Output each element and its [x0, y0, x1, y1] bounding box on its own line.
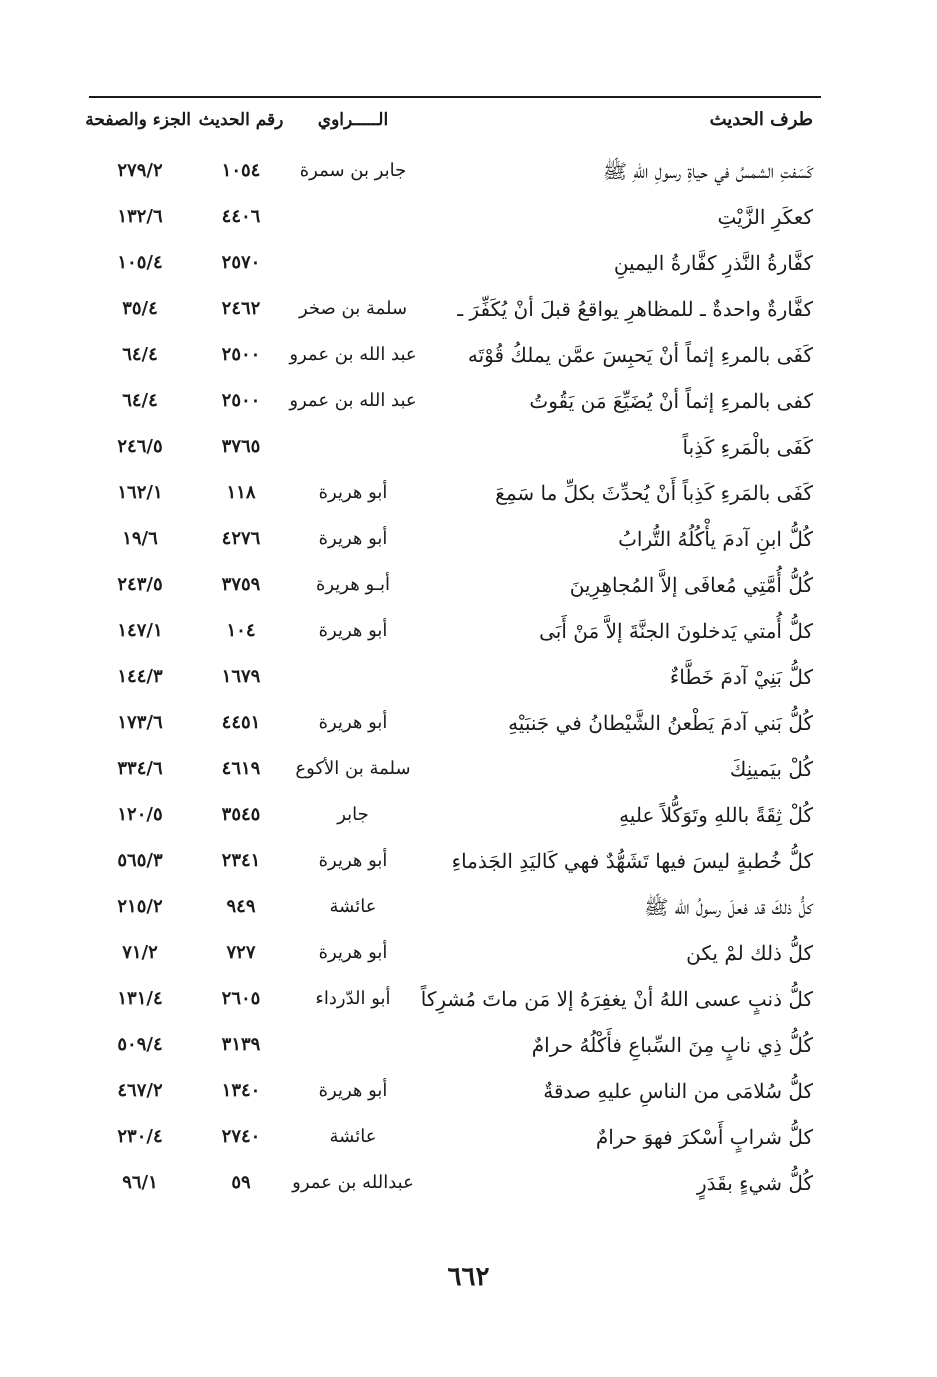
- volume-page: ٢١٥/٢: [117, 896, 163, 917]
- narrator: أبو هريرة: [318, 942, 388, 963]
- volume-page: ٦٤/٤: [122, 344, 158, 365]
- hadith-text: كَسَفتِ الشمسُ في حياةِ رسولِ اللهِ ﷺ: [602, 159, 813, 183]
- hadith-number: ٣١٣٩: [221, 1034, 261, 1055]
- hadith-text: كلُّ بَنِيْ آدمَ خَطَّاءٌ: [669, 665, 813, 689]
- table-row: [89, 378, 821, 424]
- hadith-text: كلُّ ذلك لمْ يكن: [686, 941, 813, 965]
- hadith-number: ١٠٤: [226, 620, 256, 641]
- hadith-number: ٢٥٠٠: [221, 390, 261, 411]
- volume-page: ٢٤٣/٥: [117, 574, 163, 595]
- table-row: [89, 608, 821, 654]
- narrator: أبو هريرة: [318, 1080, 388, 1101]
- hadith-text: كلُّ أُمتي يَدخلونَ الجنَّةَ إلاَّ مَنْ أَبَى: [539, 619, 813, 643]
- hadith-number: ٣٧٥٩: [221, 574, 261, 595]
- hadith-text: كُلُّ شيءٍ بقَدَرٍ: [696, 1171, 813, 1195]
- hadith-text: كلُّ خُطبةٍ ليسَ فيها تَشَهُّدٌ فهي كَاليَدِ الجَذماءِ: [451, 849, 813, 873]
- hadith-text: كُلْ ثِقَةً باللهِ وتَوَكُّلاً عليهِ: [619, 803, 813, 827]
- table-row: [89, 240, 821, 286]
- hadith-text: كُلُّ ذِي نابٍ مِنَ السِّباعِ فأَكْلُهُ حرامٌ: [531, 1033, 813, 1057]
- hadith-text: كلُّ شرابٍ أَسْكرَ فهوَ حرامٌ: [595, 1125, 813, 1149]
- narrator: أبو هريرة: [318, 712, 388, 733]
- hadith-number: ٤٤٠٦: [221, 206, 261, 227]
- hadith-number: ١٦٧٩: [221, 666, 261, 687]
- volume-page: ٢٣٠/٤: [117, 1126, 163, 1147]
- hadith-text: كلُّ سُلامَى من الناسِ عليهِ صدقةٌ: [543, 1079, 813, 1103]
- narrator: أبو هريرة: [318, 850, 388, 871]
- volume-page: ١٣١/٤: [117, 988, 163, 1009]
- hadith-number: ٢٦٠٥: [221, 988, 261, 1009]
- hadith-text: كَفَى بالمرءِ إثماً أنْ يَحبِسَ عمَّن يملكُ قُوْتَه: [467, 343, 813, 367]
- hadith-text: كعكَرِ الزَّيْتِ: [717, 205, 813, 229]
- table-row: [89, 148, 821, 194]
- volume-page: ٣٣٤/٦: [117, 758, 163, 779]
- table-row: [89, 1114, 821, 1160]
- volume-page: ١٤٤/٣: [117, 666, 163, 687]
- volume-page: ١٦٢/١: [117, 482, 163, 503]
- table-row: [89, 332, 821, 378]
- hadith-text: كلُّ ذلكَ قد فعلَ رسولُ الله ﷺ: [644, 895, 813, 919]
- narrator: [283, 424, 423, 470]
- narrator: سلمة بن الأكوع: [295, 758, 411, 779]
- table-row: [89, 562, 821, 608]
- hadith-number: ٤٦١٩: [221, 758, 261, 779]
- narrator: أبـو هريرة: [315, 574, 391, 595]
- hadith-number: ٥٩: [231, 1172, 251, 1193]
- page-number: ٦٦٢: [447, 1262, 490, 1292]
- volume-page: ١٠٥/٤: [117, 252, 163, 273]
- volume-page: ٦٤/٤: [122, 390, 158, 411]
- narrator: أبو هريرة: [318, 482, 388, 503]
- hadith-number: ٩٤٩: [226, 896, 256, 917]
- narrator: عبد الله بن عمرو: [289, 390, 417, 411]
- volume-page: ٢٧٩/٢: [117, 160, 163, 181]
- table-row: [89, 1022, 821, 1068]
- volume-page: ١٢٠/٥: [117, 804, 163, 825]
- hadith-number: ١٠٥٤: [221, 160, 261, 181]
- narrator: عائشة: [329, 896, 377, 917]
- volume-page: ١٩/٦: [122, 528, 158, 549]
- header-narrator: الـــــراوي: [317, 110, 389, 130]
- volume-page: ١٣٢/٦: [117, 206, 163, 227]
- hadith-text: كفَّارةٌ واحدةٌ ـ للمظاهرِ يواقعُ قبلَ أنْ يُكَفِّرَ ـ: [457, 297, 813, 321]
- table-row: [89, 976, 821, 1022]
- volume-page: ٥٦٥/٣: [117, 850, 163, 871]
- hadith-number: ٢٤٦٢: [221, 298, 261, 319]
- volume-page: ٩٦/١: [122, 1172, 158, 1193]
- hadith-number: ١٣٤٠: [221, 1080, 261, 1101]
- narrator: أبو هريرة: [318, 620, 388, 641]
- narrator: [283, 654, 423, 700]
- hadith-text: كَفَى بالمَرءِ كَذِباً أَنْ يُحدِّثَ بكلِّ ما سَمِعَ: [495, 481, 813, 505]
- table-row: [89, 700, 821, 746]
- volume-page: ٢٤٦/٥: [117, 436, 163, 457]
- table-row: [89, 654, 821, 700]
- hadith-text: كفى بالمرءِ إثماً أنْ يُضَيِّعَ مَن يَقُوتُ: [529, 389, 813, 413]
- hadith-number: ١١٨: [226, 482, 256, 503]
- volume-page: ١٤٧/١: [117, 620, 163, 641]
- hadith-text: كُلْ بيَمينِكَ: [729, 757, 813, 781]
- hadith-text: كُلُّ ابنِ آدمَ يأْكُلُهُ التُّرابُ: [618, 527, 813, 551]
- table-row: [89, 194, 821, 240]
- narrator: جابر: [337, 804, 369, 825]
- header-ref: الجزء والصفحة: [85, 110, 191, 130]
- narrator: سلمة بن صخر: [298, 298, 408, 319]
- table-row: [89, 930, 821, 976]
- narrator: أبو الدّرداء: [315, 988, 391, 1009]
- table-row: [89, 424, 821, 470]
- table-row: [89, 286, 821, 332]
- hadith-number: ٣٥٤٥: [221, 804, 261, 825]
- header-number: رقم الحديث: [198, 110, 284, 130]
- narrator: [283, 194, 423, 240]
- table-row: [89, 792, 821, 838]
- narrator: عائشة: [329, 1126, 377, 1147]
- table-row: [89, 838, 821, 884]
- narrator: جابر بن سمرة: [299, 160, 407, 181]
- hadith-text: كُلُّ بَني آدمَ يَطْعنُ الشَّيْطانُ في جَنبَيْهِ: [508, 711, 813, 735]
- narrator: أبو هريرة: [318, 528, 388, 549]
- table-row: [89, 516, 821, 562]
- volume-page: ٤٦٧/٢: [117, 1080, 163, 1101]
- table-header: [85, 97, 821, 143]
- narrator: عبدالله بن عمرو: [292, 1172, 414, 1193]
- volume-page: ٧١/٢: [122, 942, 158, 963]
- hadith-number: ٤٤٥١: [221, 712, 261, 733]
- narrator: [283, 1022, 423, 1068]
- table-row: [89, 1068, 821, 1114]
- hadith-number: ٢٥٠٠: [221, 344, 261, 365]
- hadith-number: ٢٣٤١: [221, 850, 261, 871]
- table-row: [89, 470, 821, 516]
- hadith-text: كُلُّ أُمَّتِي مُعافَى إلاَّ المُجاهِرِينَ: [569, 573, 813, 597]
- hadith-text: كلُّ ذنبٍ عسى اللهُ أنْ يغفِرَهُ إلا مَن ماتَ مُشرِكاً: [420, 987, 813, 1011]
- table-row: [89, 1160, 821, 1206]
- narrator: [283, 240, 423, 286]
- narrator: عبد الله بن عمرو: [289, 344, 417, 365]
- hadith-text: كَفَى بالْمَرءِ كَذِباً: [682, 435, 813, 459]
- volume-page: ٣٥/٤: [122, 298, 158, 319]
- table-row: [89, 884, 821, 930]
- hadith-text: كفَّارةُ النَّذرِ كفَّارةُ اليمينِ: [613, 251, 813, 275]
- header-hadith: طرف الحديث: [709, 109, 813, 130]
- hadith-number: ٢٧٤٠: [221, 1126, 261, 1147]
- hadith-number: ٣٧٦٥: [221, 436, 261, 457]
- hadith-number: ٧٢٧: [226, 942, 256, 963]
- hadith-number: ٤٢٧٦: [221, 528, 261, 549]
- table-row: [89, 746, 821, 792]
- volume-page: ١٧٣/٦: [117, 712, 163, 733]
- volume-page: ٥٠٩/٤: [117, 1034, 163, 1055]
- hadith-number: ٢٥٧٠: [221, 252, 261, 273]
